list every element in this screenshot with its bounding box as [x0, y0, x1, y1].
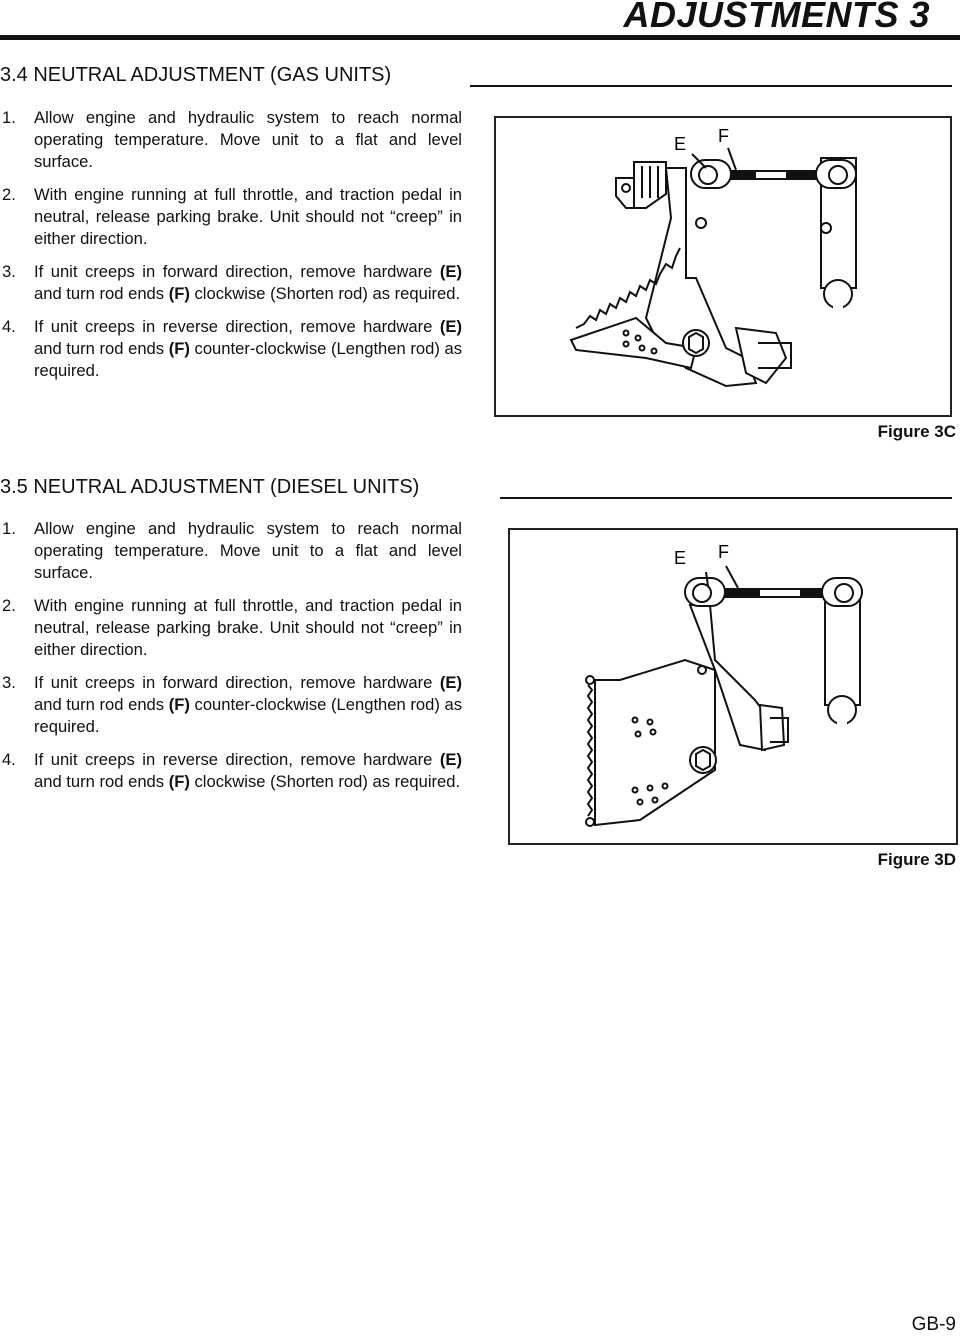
figure-label-f: F	[718, 126, 729, 146]
page-header-title: ADJUSTMENTS 3	[623, 0, 930, 35]
step-number: 2.	[2, 596, 16, 615]
figure-3c	[494, 116, 952, 417]
step-item	[2, 184, 462, 250]
step-item	[2, 595, 462, 661]
steps-list-diesel	[2, 518, 462, 804]
step-item	[2, 518, 462, 584]
linkage-diagram-diesel	[510, 530, 956, 843]
step-number: 4.	[2, 750, 16, 769]
header-rule	[0, 35, 960, 40]
step-text: With engine running at full throttle, and traction pedal in neutral, release parking brake. Unit should not “creep” in either direction.	[34, 185, 462, 248]
step-item	[2, 107, 462, 173]
step-item	[2, 261, 462, 305]
section-rule-gas	[470, 85, 952, 87]
section-title-gas: 3.4 NEUTRAL ADJUSTMENT (GAS UNITS)	[0, 64, 392, 86]
step-number: 3.	[2, 673, 16, 692]
step-text: If unit creeps in forward direction, remove hardware (E) and turn rod ends (F) clockwise (Shorten rod) as required.	[34, 262, 462, 303]
step-number: 1.	[2, 108, 16, 127]
step-number: 3.	[2, 262, 16, 281]
figure-caption-3d: Figure 3D	[877, 850, 956, 869]
steps-list-gas	[2, 107, 462, 393]
figure-label-e: E	[674, 548, 687, 568]
step-text: Allow engine and hydraulic system to reach normal operating temperature. Move unit to a flat and level surface.	[34, 108, 462, 171]
figure-caption-3c: Figure 3C	[877, 422, 956, 441]
figure-label-e: E	[674, 134, 687, 154]
step-text: Allow engine and hydraulic system to reach normal operating temperature. Move unit to a flat and level surface.	[34, 519, 462, 582]
page-number: GB-9	[911, 1314, 956, 1335]
section-title-diesel: 3.5 NEUTRAL ADJUSTMENT (DIESEL UNITS)	[0, 476, 420, 498]
step-number: 2.	[2, 185, 16, 204]
figure-3d	[508, 528, 958, 845]
step-number: 1.	[2, 519, 16, 538]
step-text: If unit creeps in reverse direction, remove hardware (E) and turn rod ends (F) clockwise (Shorten rod) as required.	[34, 750, 462, 791]
figure-label-f: F	[718, 542, 729, 562]
linkage-diagram-gas	[496, 118, 950, 415]
step-text: With engine running at full throttle, and traction pedal in neutral, release parking brake. Unit should not “creep” in either direction.	[34, 596, 462, 659]
step-item	[2, 316, 462, 382]
step-item	[2, 672, 462, 738]
section-rule-diesel	[500, 497, 952, 499]
step-text: If unit creeps in forward direction, remove hardware (E) and turn rod ends (F) counter-clockwise (Lengthen rod) as required.	[34, 673, 463, 736]
step-number: 4.	[2, 317, 16, 336]
step-item	[2, 749, 462, 793]
step-text: If unit creeps in reverse direction, remove hardware (E) and turn rod ends (F) counter-clockwise (Lengthen rod) as required.	[34, 317, 463, 380]
